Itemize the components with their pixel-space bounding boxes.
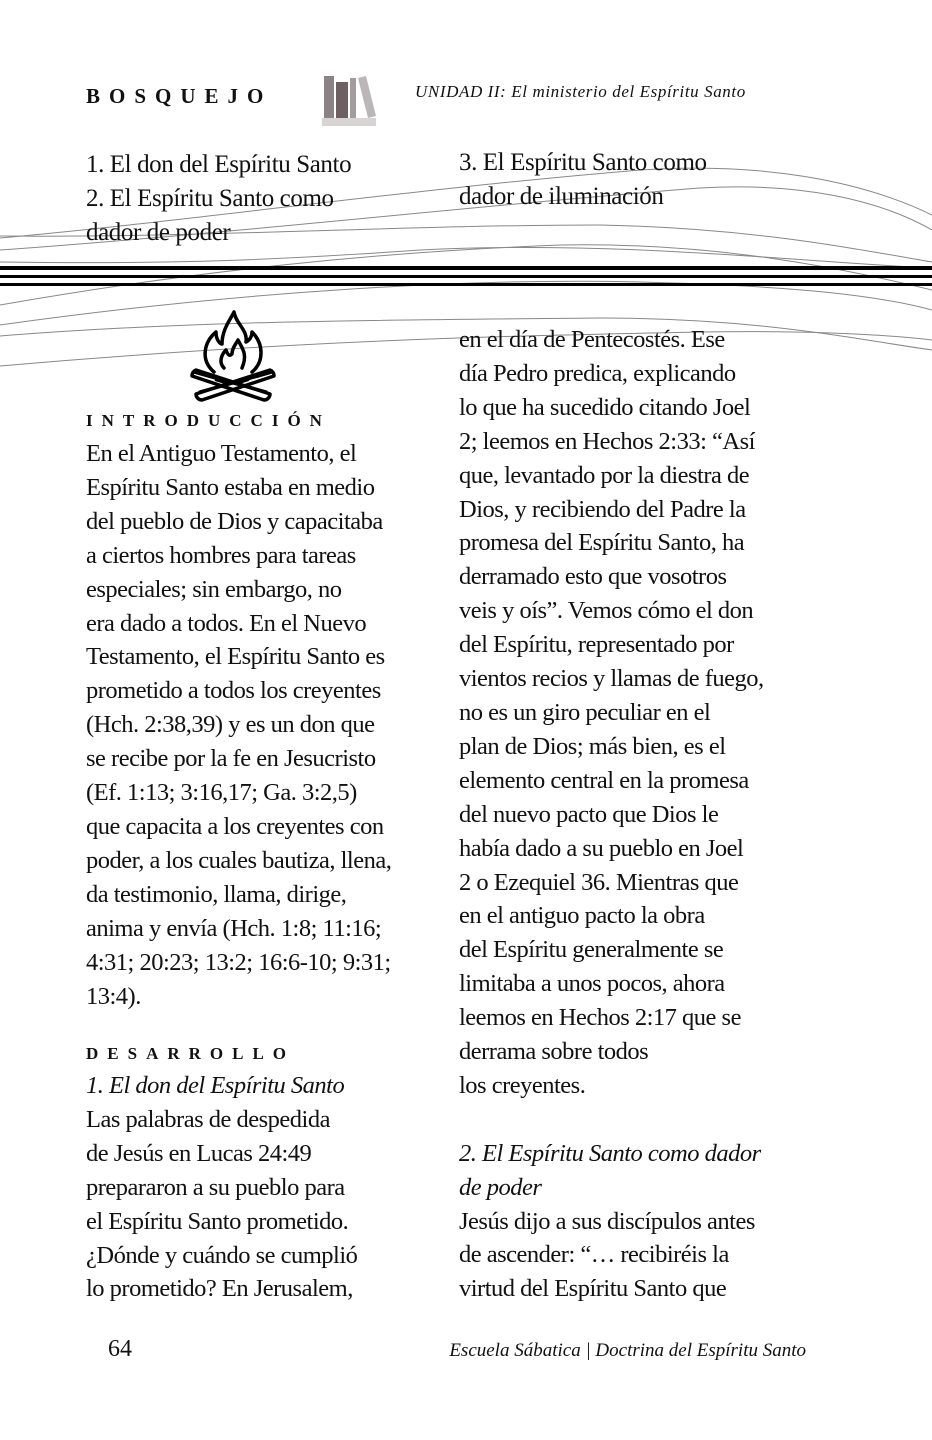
- text-line: especiales; sin embargo, no: [86, 575, 342, 603]
- page-number: 64: [108, 1336, 132, 1362]
- section-label: BOSQUEJO: [86, 84, 273, 108]
- unit-title: UNIDAD II: El ministerio del Espíritu Santo: [415, 82, 746, 101]
- text-line: (Ef. 1:13; 3:16,17; Ga. 3:2,5): [86, 779, 357, 807]
- text-line: en el antiguo pacto la obra: [459, 902, 705, 930]
- subheading-1: 1. El don del Espíritu Santo: [86, 1072, 345, 1099]
- text-line: había dado a su pueblo en Joel: [459, 834, 744, 862]
- subheading-2: de poder: [459, 1173, 542, 1201]
- text-line: lo prometido? En Jerusalem,: [86, 1275, 353, 1303]
- text-line: virtud del Espíritu Santo que: [459, 1275, 727, 1303]
- outline-left: [86, 148, 351, 250]
- text-line: Jesús dijo a sus discípulos antes: [459, 1207, 755, 1235]
- text-line: lo que ha sucedido citando Joel: [459, 393, 751, 421]
- text-line: veis y oís”. Vemos cómo el don: [459, 597, 754, 625]
- outline-item: dador de poder: [86, 219, 231, 246]
- divider-rule: [0, 283, 932, 286]
- outline-item: 3. El Espíritu Santo como: [459, 149, 707, 176]
- text-line: ¿Dónde y cuándo se cumplió: [86, 1241, 358, 1269]
- desarrollo-heading: DESARROLLO: [86, 1044, 296, 1063]
- outline-item: dador de iluminación: [459, 183, 664, 210]
- text-line: leemos en Hechos 2:17 que se: [459, 1004, 741, 1032]
- divider-rule: [0, 266, 932, 270]
- intro-heading: INTRODUCCIÓN: [86, 411, 331, 430]
- text-line: día Pedro predica, explicando: [459, 359, 736, 387]
- text-line: a ciertos hombres para tareas: [86, 541, 356, 569]
- text-line: 4:31; 20:23; 13:2; 16:6-10; 9:31;: [86, 948, 391, 976]
- text-line: Testamento, el Espíritu Santo es: [86, 643, 385, 671]
- outline-right: [459, 146, 707, 214]
- text-line: de Jesús en Lucas 24:49: [86, 1139, 312, 1167]
- text-line: los creyentes.: [459, 1071, 586, 1099]
- text-line: que, levantado por la diestra de: [459, 461, 750, 489]
- text-line: da testimonio, llama, dirige,: [86, 880, 347, 908]
- text-line: del Espíritu, representado por: [459, 631, 734, 659]
- text-line: En el Antiguo Testamento, el: [86, 440, 357, 467]
- text-line: derramado esto que vosotros: [459, 563, 727, 591]
- text-line: anima y envía (Hch. 1:8; 11:16;: [86, 914, 382, 942]
- text-line: plan de Dios; más bien, es el: [459, 732, 726, 760]
- text-line: vientos recios y llamas de fuego,: [459, 665, 764, 693]
- text-line: no es un giro peculiar en el: [459, 698, 711, 726]
- text-line: (Hch. 2:38,39) y es un don que: [86, 711, 375, 739]
- text-line: en el día de Pentecostés. Ese: [459, 326, 725, 353]
- intro-body: [86, 437, 391, 1013]
- publication-title: Escuela Sábatica | Doctrina del Espíritu Santo: [449, 1340, 806, 1361]
- text-line: promesa del Espíritu Santo, ha: [459, 529, 745, 557]
- text-line: del pueblo de Dios y capacitaba: [86, 507, 383, 535]
- text-line: limitaba a unos pocos, ahora: [459, 970, 725, 998]
- text-line: Las palabras de despedida: [86, 1105, 330, 1133]
- text-line: de ascender: “… recibiréis la: [459, 1241, 729, 1269]
- text-line: 13:4).: [86, 982, 141, 1010]
- subheading-2: 2. El Espíritu Santo como dador: [459, 1139, 761, 1167]
- desarrollo-body: [86, 1069, 357, 1306]
- text-line: prometido a todos los creyentes: [86, 677, 381, 705]
- text-line: derrama sobre todos: [459, 1038, 649, 1066]
- divider-rule: [0, 275, 932, 278]
- text-line: del Espíritu generalmente se: [459, 936, 724, 964]
- text-line: que capacita a los creyentes con: [86, 812, 384, 840]
- text-line: era dado a todos. En el Nuevo: [86, 609, 367, 637]
- text-line: elemento central en la promesa: [459, 766, 749, 794]
- text-line: el Espíritu Santo prometido.: [86, 1207, 349, 1235]
- campfire-icon: [186, 310, 280, 402]
- text-line: Dios, y recibiendo del Padre la: [459, 495, 746, 523]
- text-line: 2 o Ezequiel 36. Mientras que: [459, 868, 739, 896]
- text-line: prepararon a su pueblo para: [86, 1173, 345, 1201]
- text-line: poder, a los cuales bautiza, llena,: [86, 846, 392, 874]
- text-line: 2; leemos en Hechos 2:33: “Así: [459, 427, 755, 455]
- right-column: [459, 323, 764, 1306]
- text-line: del nuevo pacto que Dios le: [459, 800, 719, 828]
- text-line: se recibe por la fe en Jesucristo: [86, 745, 376, 773]
- outline-item: 1. El don del Espíritu Santo: [86, 151, 352, 178]
- outline-item: 2. El Espíritu Santo como: [86, 185, 334, 212]
- text-line: Espíritu Santo estaba en medio: [86, 473, 375, 501]
- books-icon: [320, 72, 378, 128]
